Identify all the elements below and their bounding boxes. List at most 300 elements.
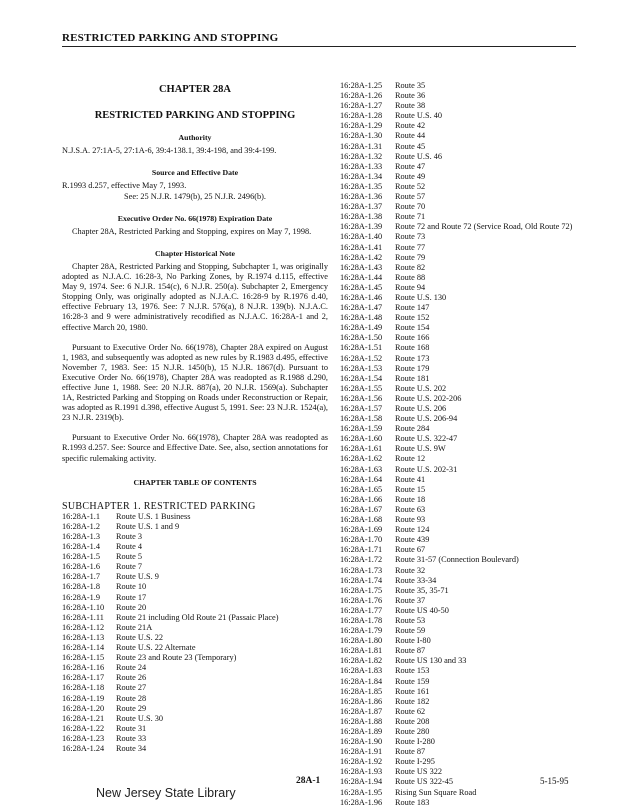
- toc-entry: [340, 646, 618, 656]
- toc-entry: [340, 232, 618, 242]
- toc-entry-title: Route 41: [395, 474, 426, 484]
- toc-entry-number: 16:28A-1.92: [340, 757, 383, 767]
- toc-entry: [340, 777, 618, 787]
- toc-entry-number: 16:28A-1.19: [62, 693, 105, 703]
- toc-entry-title: Route U.S. 206-94: [395, 414, 458, 424]
- authority-text: N.J.S.A. 27:1A-5, 27:1A-6, 39:4-138.1, 39:4-198, and 39:4-199.: [62, 146, 277, 156]
- toc-entry: [340, 243, 618, 253]
- toc-entry: [340, 253, 618, 263]
- toc-entry: [340, 454, 618, 464]
- toc-entry: [62, 643, 328, 653]
- toc-entry-number: 16:28A-1.85: [340, 686, 383, 696]
- toc-entry-number: 16:28A-1.8: [62, 582, 101, 592]
- supplement-date: 5-15-95: [540, 776, 569, 786]
- toc-entry-title: Route 88: [395, 272, 426, 282]
- toc-entry-title: Route 31: [116, 723, 147, 733]
- toc-entry-title: Route 32: [395, 565, 426, 575]
- toc-entry: [340, 364, 618, 374]
- toc-entry: [340, 555, 618, 565]
- toc-entry-title: Route 3: [116, 532, 143, 541]
- toc-entry-number: 16:28A-1.48: [340, 313, 383, 323]
- toc-entry-title: Route U.S. 202-31: [395, 464, 458, 474]
- toc-entry-title: Route 63: [395, 504, 426, 514]
- toc-entry-number: 16:28A-1.33: [340, 161, 383, 171]
- toc-entry-number: 16:28A-1.84: [340, 676, 383, 686]
- toc-entry-title: Route 33-34: [395, 575, 437, 585]
- left-column: [62, 81, 328, 754]
- toc-entry-title: Route I-80: [395, 636, 431, 646]
- toc-entry-title: Route 17: [116, 592, 147, 602]
- toc-entry-number: 16:28A-1.5: [62, 552, 101, 562]
- toc-entry-number: 16:28A-1.83: [340, 666, 383, 676]
- toc-entry-title: Route 26: [116, 673, 147, 683]
- toc-entry: [62, 633, 328, 643]
- header-rule: [62, 46, 576, 47]
- toc-entry-title: Route 5: [116, 552, 143, 562]
- toc-entry: [62, 512, 328, 522]
- toc-entry: [340, 767, 618, 777]
- toc-entry-number: 16:28A-1.49: [340, 323, 383, 333]
- toc-entry-number: 16:28A-1.58: [340, 414, 383, 424]
- toc-entry-title: Route 159: [395, 676, 430, 686]
- toc-entry-title: Route U.S. 202: [395, 383, 447, 393]
- toc-entry-number: 16:28A-1.31: [340, 141, 383, 151]
- toc-entry: [62, 714, 328, 724]
- toc-entry-number: 16:28A-1.1: [62, 511, 101, 521]
- toc-entry-title: Route 87: [395, 747, 426, 757]
- toc-entry-title: Route 82: [395, 262, 426, 272]
- toc-entry-title: Route U.S. 202-206: [395, 393, 462, 403]
- toc-entry: [62, 744, 328, 754]
- toc-entry-number: 16:28A-1.66: [340, 494, 383, 504]
- toc-entry-title: Route 71: [395, 212, 426, 222]
- toc-entry: [340, 798, 618, 808]
- toc-entry-title: Route 93: [395, 515, 426, 525]
- toc-entry: [340, 81, 618, 91]
- toc-entry-number: 16:28A-1.56: [340, 393, 383, 403]
- toc-entry: [340, 111, 618, 121]
- toc-entry-title: Route 173: [395, 353, 430, 363]
- toc-entry-number: 16:28A-1.70: [340, 535, 383, 545]
- toc-entry: [340, 606, 618, 616]
- toc-entry-number: 16:28A-1.62: [340, 454, 383, 464]
- toc-entry-number: 16:28A-1.64: [340, 474, 383, 484]
- toc-entry-number: 16:28A-1.40: [340, 232, 383, 242]
- toc-entry-title: Route 208: [395, 716, 430, 726]
- toc-entry-title: Route 29: [116, 703, 147, 713]
- toc-entry-title: Route 284: [395, 424, 430, 434]
- toc-entry-number: 16:28A-1.16: [62, 663, 105, 673]
- toc-entry-title: Route 47: [395, 161, 426, 171]
- toc-entry: [62, 532, 328, 542]
- toc-entry-title: Route 20: [116, 602, 147, 612]
- toc-entry: [62, 663, 328, 673]
- library-stamp: New Jersey State Library: [96, 786, 236, 800]
- source-line-2: See: 25 N.J.R. 1479(b), 25 N.J.R. 2496(b).: [124, 191, 266, 201]
- toc-entry-number: 16:28A-1.91: [340, 747, 383, 757]
- toc-entry-number: 16:28A-1.23: [62, 733, 105, 743]
- running-header: RESTRICTED PARKING AND STOPPING: [62, 32, 279, 44]
- toc-entry-number: 16:28A-1.63: [340, 464, 383, 474]
- toc-entry: [340, 747, 618, 757]
- toc-entry-number: 16:28A-1.45: [340, 282, 383, 292]
- toc-entry-title: Route 24: [116, 663, 147, 673]
- toc-entry-number: 16:28A-1.7: [62, 572, 101, 582]
- toc-entry-number: 16:28A-1.44: [340, 272, 383, 282]
- toc-entry-number: 16:28A-1.73: [340, 565, 383, 575]
- toc-entry: [62, 603, 328, 613]
- executive-order-text: Chapter 28A, Restricted Parking and Stopping, expires on May 7, 1998.: [72, 226, 312, 236]
- toc-entry-number: 16:28A-1.52: [340, 353, 383, 363]
- toc-entry-title: Route US 322: [395, 767, 443, 777]
- toc-entry-title: Route 77: [395, 242, 426, 252]
- toc-entry: [62, 572, 328, 582]
- toc-entry-title: Route 152: [395, 313, 430, 323]
- toc-entry-title: Route 62: [395, 706, 426, 716]
- subchapter-heading: SUBCHAPTER 1. RESTRICTED PARKING: [62, 500, 256, 512]
- toc-entry-title: Route U.S. 130: [395, 292, 447, 302]
- toc-entry: [340, 636, 618, 646]
- chapter-title: RESTRICTED PARKING AND STOPPING: [94, 110, 296, 122]
- toc-entry: [340, 586, 618, 596]
- toc-entry-title: Route 168: [395, 343, 430, 353]
- toc-entry: [62, 613, 328, 623]
- toc-entry-number: 16:28A-1.93: [340, 767, 383, 777]
- toc-entry-title: Route 166: [395, 333, 430, 343]
- toc-entry-title: Route 4: [116, 542, 143, 552]
- toc-entry-number: 16:28A-1.96: [340, 797, 383, 807]
- toc-entry: [62, 623, 328, 633]
- left-toc-list: [62, 512, 328, 754]
- toc-entry-number: 16:28A-1.34: [340, 171, 383, 181]
- toc-entry: [340, 192, 618, 202]
- toc-entry-title: Route 18: [395, 494, 426, 504]
- toc-entry-title: Route 31-57 (Connection Boulevard): [395, 555, 519, 565]
- toc-entry-number: 16:28A-1.67: [340, 504, 383, 514]
- toc-entry-title: Route 182: [395, 696, 430, 706]
- toc-entry-number: 16:28A-1.86: [340, 696, 383, 706]
- toc-entry-title: Route 23 and Route 23 (Temporary): [116, 653, 237, 663]
- chapter-number: CHAPTER 28A: [158, 84, 232, 95]
- toc-entry-number: 16:28A-1.2: [62, 521, 101, 531]
- toc-entry: [340, 283, 618, 293]
- toc-entry: [340, 505, 618, 515]
- toc-entry-title: Route 7: [116, 562, 143, 572]
- toc-entry-title: Route 35, 35-71: [395, 585, 449, 595]
- toc-entry-number: 16:28A-1.54: [340, 373, 383, 383]
- toc-entry-number: 16:28A-1.42: [340, 252, 383, 262]
- toc-entry-title: Route 59: [395, 626, 426, 636]
- toc-entry: [62, 734, 328, 744]
- toc-entry-number: 16:28A-1.55: [340, 383, 383, 393]
- toc-entry: [340, 414, 618, 424]
- toc-entry: [340, 687, 618, 697]
- right-toc-list: [340, 81, 618, 808]
- toc-entry-number: 16:28A-1.95: [340, 787, 383, 797]
- toc-entry: [340, 202, 618, 212]
- toc-entry: [62, 522, 328, 532]
- toc-entry: [340, 495, 618, 505]
- toc-entry-title: Route U.S. 22 Alternate: [116, 643, 196, 653]
- toc-entry: [340, 666, 618, 676]
- source-line-1: R.1993 d.257, effective May 7, 1993.: [62, 181, 187, 191]
- source-heading: Source and Effective Date: [151, 168, 239, 178]
- toc-entry-title: Route 49: [395, 171, 426, 181]
- toc-entry: [340, 404, 618, 414]
- toc-entry-number: 16:28A-1.94: [340, 777, 383, 787]
- toc-entry: [340, 434, 618, 444]
- toc-entry-number: 16:28A-1.39: [340, 222, 383, 232]
- toc-entry: [340, 162, 618, 172]
- toc-entry-number: 16:28A-1.41: [340, 242, 383, 252]
- toc-entry-title: Route 153: [395, 666, 430, 676]
- history-heading: Chapter Historical Note: [155, 248, 235, 258]
- toc-entry-title: Route U.S. 322-47: [395, 434, 458, 444]
- toc-entry-title: Route 94: [395, 282, 426, 292]
- toc-entry-number: 16:28A-1.36: [340, 192, 383, 202]
- toc-entry-number: 16:28A-1.51: [340, 343, 383, 353]
- toc-entry: [340, 343, 618, 353]
- toc-entry: [340, 788, 618, 798]
- history-paragraph-2: Pursuant to Executive Order No. 66(1978), Chapter 28A expired on August 1, 1983, and subsequently was adopted as new rules by R.1983 d.495, effective November 7, 1983. See: 15 N.J.R. 1450(b), 15 N.J.R. 1867(d). Pursuant to Executive Order No. 66(1978), Chapter 28A was readopted as R.1988 d.290, effective June 1, 1988. See: 20 N.J.R. 887(a), 20 N.J.R. 1569(a). Subchapter 1A, Restricted Parking and Stopping on Roads under Reconstruction or Repair, was adopted as R.1991 d.398, effective August 5, 1991. See: 23 N.J.R. 1524(a), 23 N.J.R. 2319(b).: [62, 342, 328, 423]
- toc-entry: [62, 694, 328, 704]
- toc-entry-number: 16:28A-1.76: [340, 595, 383, 605]
- toc-entry-title: Route US 130 and 33: [395, 656, 467, 666]
- toc-entry-title: Route 28: [116, 693, 147, 703]
- toc-entry-number: 16:28A-1.10: [62, 602, 105, 612]
- toc-entry-number: 16:28A-1.87: [340, 706, 383, 716]
- toc-entry-title: Route 79: [395, 252, 426, 262]
- toc-entry-title: Route 154: [395, 323, 430, 333]
- toc-entry-title: Route 45: [395, 141, 426, 151]
- toc-entry-number: 16:28A-1.30: [340, 131, 383, 141]
- toc-entry-number: 16:28A-1.29: [340, 121, 383, 131]
- toc-entry: [62, 552, 328, 562]
- toc-entry-title: Route I-280: [395, 737, 435, 747]
- page-number: 28A-1: [296, 776, 321, 786]
- toc-entry-number: 16:28A-1.43: [340, 262, 383, 272]
- toc-entry-title: Route 72 and Route 72 (Service Road, Old Route 72): [395, 222, 573, 232]
- toc-entry: [340, 616, 618, 626]
- toc-entry-number: 16:28A-1.18: [62, 683, 105, 693]
- toc-entry-number: 16:28A-1.71: [340, 545, 383, 555]
- toc-entry-number: 16:28A-1.47: [340, 303, 383, 313]
- toc-entry: [340, 465, 618, 475]
- toc-entry-title: Route 21A: [116, 622, 153, 632]
- toc-entry: [340, 152, 618, 162]
- toc-entry: [62, 562, 328, 572]
- toc-entry-title: Route 10: [116, 582, 147, 592]
- toc-entry: [340, 323, 618, 333]
- toc-entry-title: Route 12: [395, 454, 426, 464]
- toc-entry-number: 16:28A-1.15: [62, 653, 105, 663]
- toc-entry: [62, 704, 328, 714]
- toc-entry-title: Route 53: [395, 615, 426, 625]
- toc-entry-title: Route 33: [116, 733, 147, 743]
- toc-entry-number: 16:28A-1.17: [62, 673, 105, 683]
- toc-entry: [340, 91, 618, 101]
- toc-entry: [340, 757, 618, 767]
- toc-entry-number: 16:28A-1.11: [62, 612, 104, 622]
- toc-entry: [340, 424, 618, 434]
- toc-entry-number: 16:28A-1.69: [340, 525, 383, 535]
- toc-entry-number: 16:28A-1.89: [340, 727, 383, 736]
- toc-entry-number: 16:28A-1.24: [62, 743, 105, 753]
- toc-entry: [340, 172, 618, 182]
- toc-entry-number: 16:28A-1.60: [340, 434, 383, 444]
- toc-entry: [62, 673, 328, 683]
- toc-entry-title: Route 52: [395, 181, 426, 191]
- toc-entry-number: 16:28A-1.72: [340, 555, 383, 565]
- toc-entry-number: 16:28A-1.25: [340, 81, 383, 90]
- toc-entry-number: 16:28A-1.50: [340, 333, 383, 343]
- toc-entry-number: 16:28A-1.78: [340, 615, 383, 625]
- toc-entry-number: 16:28A-1.14: [62, 643, 105, 653]
- toc-entry-number: 16:28A-1.37: [340, 202, 383, 212]
- toc-entry-title: Route 27: [116, 683, 147, 693]
- toc-entry-title: Route 44: [395, 131, 426, 141]
- toc-entry-number: 16:28A-1.68: [340, 515, 383, 525]
- toc-entry-title: Route U.S. 30: [116, 713, 164, 723]
- toc-entry-number: 16:28A-1.12: [62, 622, 105, 632]
- toc-entry-number: 16:28A-1.80: [340, 636, 383, 646]
- toc-entry-title: Route 181: [395, 373, 430, 383]
- toc-entry-number: 16:28A-1.38: [340, 212, 383, 222]
- toc-entry-title: Route 34: [116, 743, 147, 753]
- toc-entry-number: 16:28A-1.26: [340, 91, 383, 101]
- toc-entry: [62, 724, 328, 734]
- toc-entry: [62, 582, 328, 592]
- toc-entry-number: 16:28A-1.35: [340, 181, 383, 191]
- toc-entry: [340, 515, 618, 525]
- toc-entry: [340, 222, 618, 232]
- toc-entry-title: Route 179: [395, 363, 430, 373]
- toc-entry: [340, 525, 618, 535]
- toc-entry-title: Route US 322-45: [395, 777, 454, 787]
- toc-entry-title: Route 67: [395, 545, 426, 555]
- toc-entry: [340, 394, 618, 404]
- toc-entry-title: Route U.S. 9: [116, 572, 159, 582]
- toc-entry-number: 16:28A-1.90: [340, 737, 383, 747]
- toc-entry: [340, 656, 618, 666]
- toc-entry: [340, 545, 618, 555]
- toc-entry: [340, 263, 618, 273]
- toc-entry: [340, 485, 618, 495]
- toc-entry-title: Route U.S. 40: [395, 111, 443, 121]
- toc-entry: [340, 626, 618, 636]
- toc-entry-title: Route 15: [395, 484, 426, 494]
- toc-entry: [340, 354, 618, 364]
- toc-entry-title: Route 21 including Old Route 21 (Passaic Place): [116, 612, 279, 622]
- toc-entry: [340, 212, 618, 222]
- toc-entry-number: 16:28A-1.13: [62, 632, 105, 642]
- toc-entry: [62, 653, 328, 663]
- toc-entry-title: Route 57: [395, 192, 426, 202]
- toc-entry-number: 16:28A-1.4: [62, 542, 101, 552]
- toc-heading: CHAPTER TABLE OF CONTENTS: [133, 477, 257, 487]
- toc-entry: [340, 697, 618, 707]
- toc-entry-title: Route 37: [395, 595, 426, 605]
- toc-entry-number: 16:28A-1.20: [62, 703, 105, 713]
- toc-entry: [340, 303, 618, 313]
- toc-entry-number: 16:28A-1.3: [62, 532, 101, 541]
- toc-entry: [340, 293, 618, 303]
- toc-entry-title: Route U.S. 1 Business: [116, 511, 191, 521]
- toc-entry-title: Route U.S. 206: [395, 404, 447, 413]
- toc-entry-number: 16:28A-1.27: [340, 101, 383, 111]
- toc-entry: [340, 384, 618, 394]
- toc-entry: [340, 182, 618, 192]
- toc-entry-number: 16:28A-1.32: [340, 151, 383, 161]
- toc-entry: [340, 576, 618, 586]
- toc-entry-title: Route 280: [395, 727, 430, 736]
- toc-entry-title: Route U.S. 1 and 9: [116, 521, 180, 531]
- toc-entry: [340, 727, 618, 737]
- toc-entry: [340, 717, 618, 727]
- toc-entry-title: Route 36: [395, 91, 426, 101]
- history-paragraph-1: Chapter 28A, Restricted Parking and Stopping, Subchapter 1, was originally adopted as N.J.A.C. 16:28-3, No Parking Zones, by R.1974 d.115, effective May 9, 1974. See: 6 N.J.R. 154(c), 6 N.J.R. 250(a). Subchapter 2, Emergency Stopping Only, was originally adopted as N.J.A.C. 16:28-9 by R.1976 d.40, effective February 13, 1976. See: 7 N.J.R. 576(a), 8 N.J.R. 139(b). N.J.A.C. 16:28-3 and 9 were administratively recodified as N.J.A.C. 16:28A-1 and 2, effective March 20, 1980.: [62, 261, 328, 332]
- toc-entry-number: 16:28A-1.22: [62, 723, 105, 733]
- toc-entry: [340, 737, 618, 747]
- toc-entry-number: 16:28A-1.77: [340, 605, 383, 615]
- toc-entry-number: 16:28A-1.6: [62, 562, 101, 572]
- toc-entry-title: Route I-295: [395, 757, 435, 767]
- toc-entry-title: Route 70: [395, 202, 426, 212]
- toc-entry-number: 16:28A-1.65: [340, 484, 383, 494]
- toc-entry: [340, 374, 618, 384]
- toc-entry: [340, 273, 618, 283]
- toc-entry-title: Route 161: [395, 686, 430, 696]
- toc-entry-number: 16:28A-1.59: [340, 424, 383, 434]
- toc-entry-number: 16:28A-1.79: [340, 626, 383, 636]
- toc-entry-title: Route 147: [395, 303, 430, 313]
- toc-entry: [340, 121, 618, 131]
- toc-entry-title: Route 439: [395, 535, 430, 545]
- toc-entry-title: Route 183: [395, 797, 430, 807]
- toc-entry-number: 16:28A-1.88: [340, 716, 383, 726]
- toc-entry: [340, 101, 618, 111]
- toc-entry: [340, 444, 618, 454]
- right-column: [340, 81, 618, 808]
- toc-entry: [340, 475, 618, 485]
- toc-entry: [62, 542, 328, 552]
- toc-entry-title: Route 73: [395, 232, 426, 242]
- toc-entry: [340, 142, 618, 152]
- toc-entry-number: 16:28A-1.82: [340, 656, 383, 666]
- history-paragraph-3: Pursuant to Executive Order No. 66(1978), Chapter 28A was readopted as R.1993 d.257. See: Source and Effective Date. See, also, section annotations for specific rulemaking activity.: [62, 433, 328, 463]
- executive-order-heading: Executive Order No. 66(1978) Expiration Date: [117, 213, 273, 223]
- toc-entry: [340, 566, 618, 576]
- toc-entry-title: Rising Sun Square Road: [395, 787, 477, 797]
- toc-entry-number: 16:28A-1.46: [340, 292, 383, 302]
- toc-entry-number: 16:28A-1.28: [340, 111, 383, 121]
- toc-entry-number: 16:28A-1.21: [62, 713, 105, 723]
- toc-entry: [340, 535, 618, 545]
- toc-entry: [340, 313, 618, 323]
- toc-entry-title: Route U.S. 22: [116, 632, 164, 642]
- toc-entry-number: 16:28A-1.53: [340, 363, 383, 373]
- toc-entry: [62, 593, 328, 603]
- toc-entry: [340, 707, 618, 717]
- toc-entry: [340, 677, 618, 687]
- toc-entry-title: Route 35: [395, 81, 426, 90]
- toc-entry-title: Route 42: [395, 121, 426, 131]
- toc-entry-title: Route 87: [395, 646, 426, 656]
- toc-entry-number: 16:28A-1.61: [340, 444, 383, 454]
- toc-entry-title: Route U.S. 46: [395, 151, 443, 161]
- toc-entry-title: Route US 40-50: [395, 605, 449, 615]
- toc-entry: [340, 131, 618, 141]
